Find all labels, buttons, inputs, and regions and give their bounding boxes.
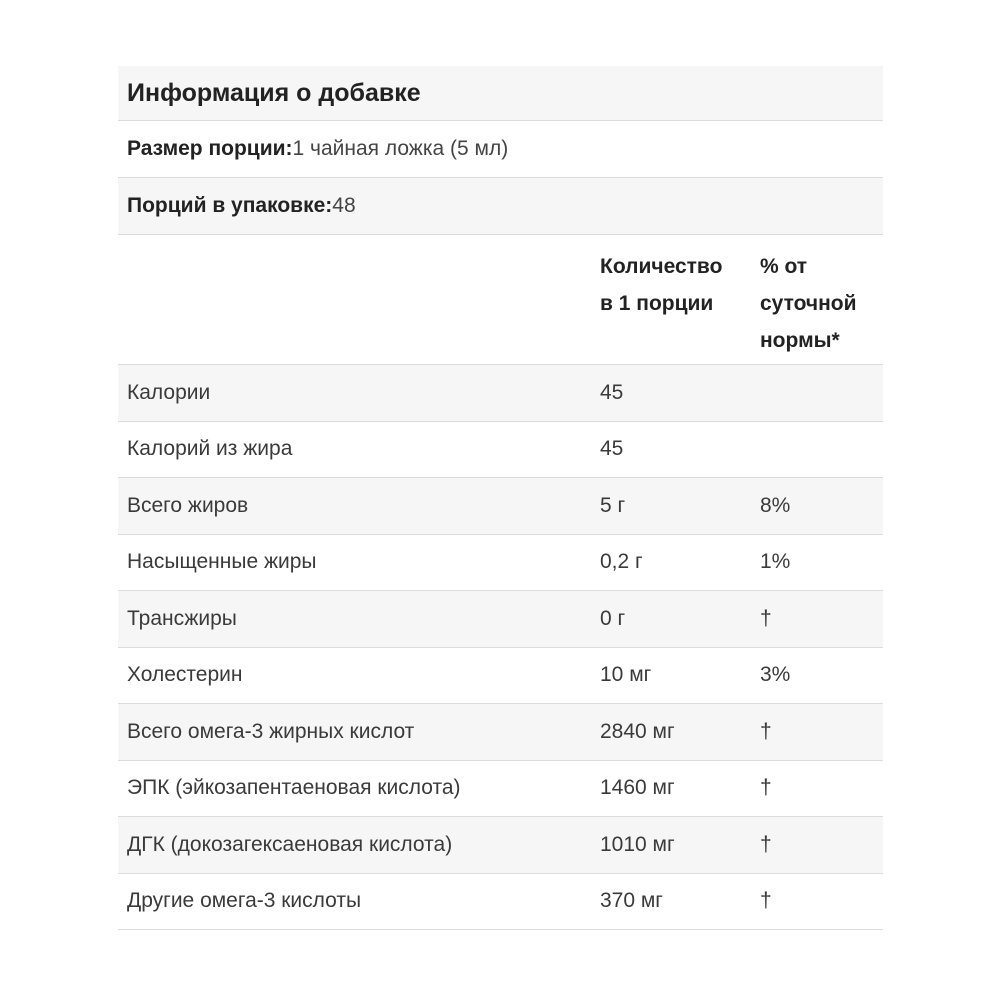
column-header-row	[118, 235, 883, 365]
nutrient-name: Холестерин	[127, 663, 243, 687]
nutrient-name: Всего жиров	[127, 493, 249, 517]
nutrient-daily-value: †	[760, 776, 772, 800]
table-row	[118, 365, 883, 422]
nutrient-daily-value: †	[760, 606, 772, 630]
nutrient-daily-value: 1%	[760, 550, 791, 574]
nutrient-name: Трансжиры	[127, 606, 237, 630]
nutrient-name: Калорий из жира	[127, 437, 293, 461]
nutrient-daily-value: †	[760, 719, 772, 743]
nutrient-amount: 1010 мг	[600, 832, 675, 856]
table-row	[118, 478, 883, 535]
serving-size-label: Размер порции:	[127, 137, 293, 160]
nutrient-name: ЭПК (эйкозапентаеновая кислота)	[127, 776, 461, 800]
nutrient-rows	[118, 365, 883, 930]
nutrient-name: Насыщенные жиры	[127, 550, 317, 574]
nutrient-amount: 370 мг	[600, 889, 663, 913]
table-row	[118, 591, 883, 648]
table-row	[118, 422, 883, 479]
nutrient-name: Всего омега-3 жирных кислот	[127, 719, 415, 743]
table-row	[118, 704, 883, 761]
servings-label: Порций в упаковке:	[127, 194, 333, 217]
table-row	[118, 874, 883, 931]
nutrient-amount: 1460 мг	[600, 776, 675, 800]
nutrient-daily-value: †	[760, 889, 772, 913]
nutrient-amount: 5 г	[600, 493, 626, 517]
serving-size-row	[118, 121, 883, 178]
header-amount: Количество в 1 порции	[600, 255, 723, 315]
nutrient-daily-value: †	[760, 832, 772, 856]
nutrient-amount: 0,2 г	[600, 550, 643, 574]
supplement-facts-table	[118, 66, 883, 930]
header-daily-value: % от суточной нормы*	[760, 255, 857, 352]
table-row	[118, 535, 883, 592]
nutrient-daily-value: 8%	[760, 493, 791, 517]
table-row	[118, 648, 883, 705]
nutrient-amount: 2840 мг	[600, 719, 675, 743]
nutrient-amount: 10 мг	[600, 663, 652, 687]
table-title	[118, 66, 883, 121]
nutrient-amount: 45	[600, 380, 624, 404]
table-row	[118, 761, 883, 818]
table-title-text: Информация о добавке	[127, 78, 421, 107]
nutrient-name: Другие омега-3 кислоты	[127, 889, 362, 913]
nutrient-name: ДГК (докозагексаеновая кислота)	[127, 832, 453, 856]
servings-per-container-row	[118, 178, 883, 235]
nutrient-amount: 0 г	[600, 606, 626, 630]
nutrient-amount: 45	[600, 437, 624, 461]
nutrient-name: Калории	[127, 380, 211, 404]
serving-size-value: 1 чайная ложка (5 мл)	[292, 137, 509, 160]
table-row	[118, 817, 883, 874]
nutrient-daily-value: 3%	[760, 663, 791, 687]
servings-value: 48	[332, 194, 356, 217]
